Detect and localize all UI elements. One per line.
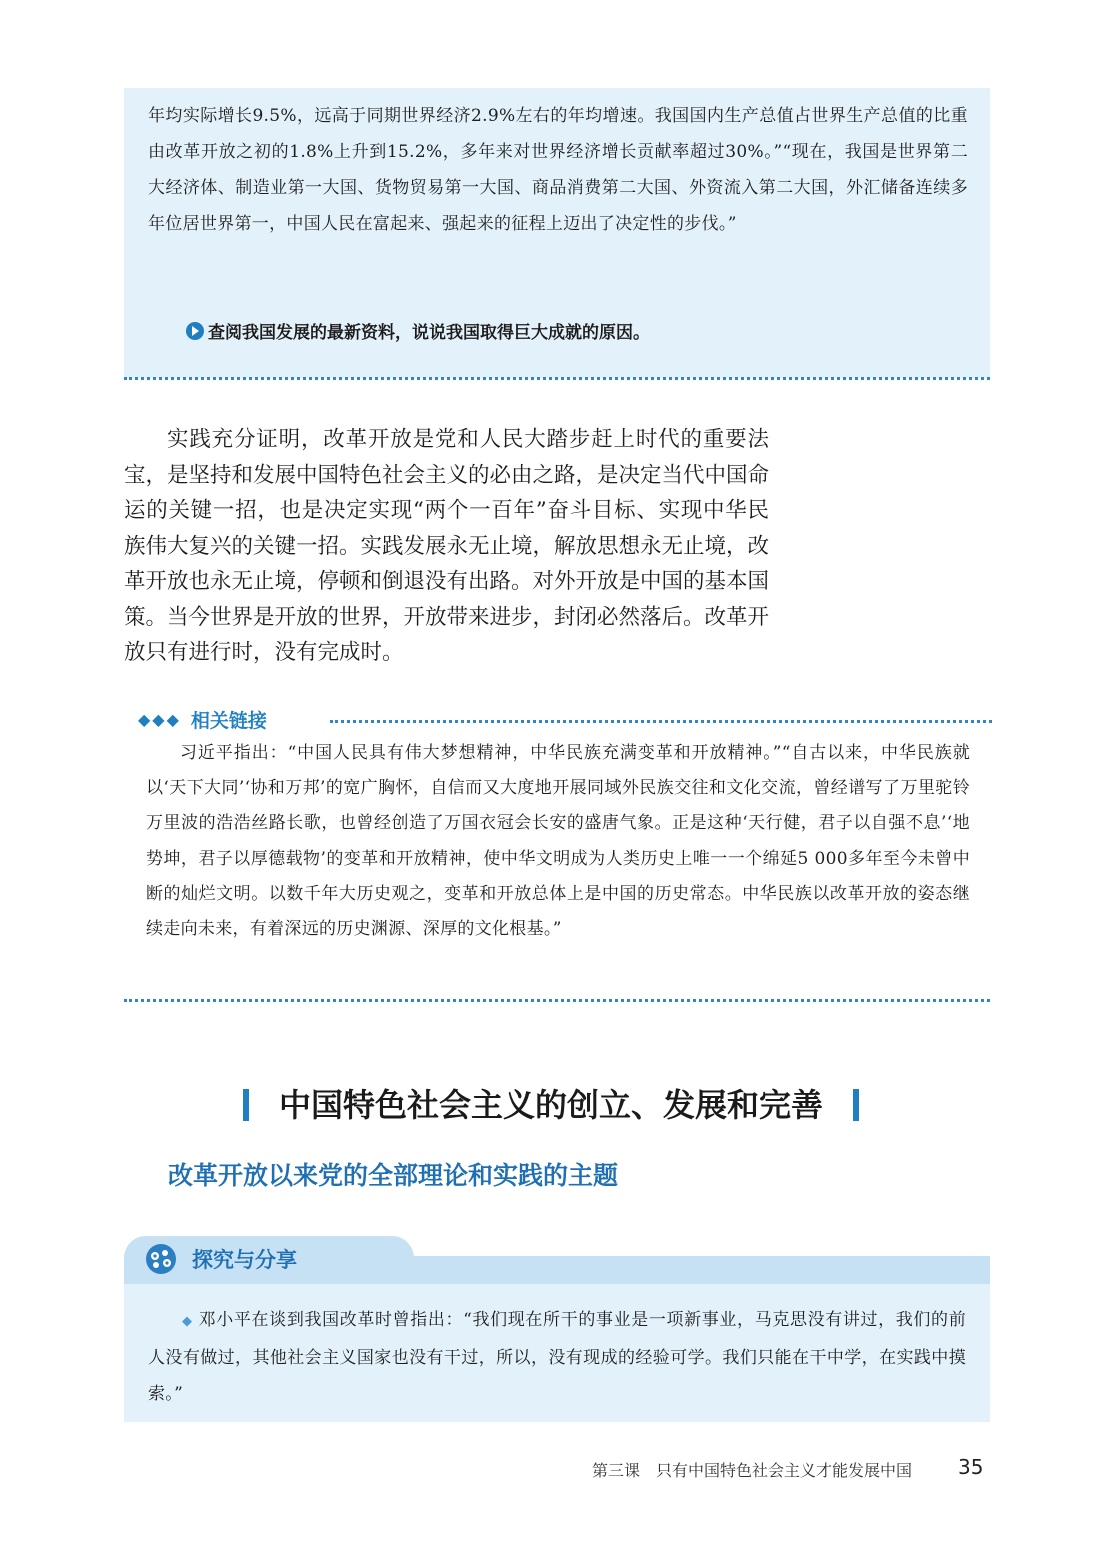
explore-icon — [144, 1242, 178, 1276]
divider — [330, 720, 992, 723]
diamond-icon: ◆◆◆ — [138, 710, 181, 729]
section-title — [0, 1080, 1102, 1126]
footer-lesson-title: 第三课 只有中国特色社会主义才能发展中国 — [592, 1461, 913, 1480]
discussion-question — [186, 318, 650, 343]
main-paragraph: 实践充分证明，改革开放是党和人民大踏步赶上时代的重要法宝，是坚持和发展中国特色社会主义的必由之路，是决定当代中国命运的关键一招，也是决定实现“两个一百年”奋斗目标、实现中华民族伟大复兴的关键一招。实践发展永无止境，解放思想永无止境，改革开放也永无止境，停顿和倒退没有出路。对外开放是中国的基本国策。当今世界是开放的世界，开放带来进步，封闭必然落后。改革开放只有进行时，没有完成时。 — [124, 427, 770, 665]
related-link-header — [138, 706, 267, 733]
explore-header — [144, 1242, 297, 1276]
related-link-title: 相关链接 — [190, 710, 267, 732]
title-bar-left — [243, 1089, 249, 1121]
diamond-bullet-icon: ◆ — [182, 1314, 193, 1329]
explore-label: 探究与分享 — [192, 1248, 297, 1272]
case-quote: 年均实际增长9.5%，远高于同期世界经济2.9%左右的年均增速。我国国内生产总值占世界生产总值的比重由改革开放之初的1.8%上升到15.2%，多年来对世界经济增长贡献率超过30%。”“现在，我国是世界第二大经济体、制造业第一大国、货物贸易第一大国、商品消费第二大国、外资流入第二大国，外汇储备连续多年位居世界第一，中国人民在富起来、强起来的征程上迈出了决定性的步伐。” — [148, 106, 968, 234]
divider — [124, 999, 990, 1002]
page-number: 35 — [958, 1455, 984, 1479]
related-link-text: 习近平指出：“中国人民具有伟大梦想精神，中华民族充满变革和开放精神。”“自古以来，中华民族就以‘天下大同’‘协和万邦’的宽广胸怀，自信而又大度地开展同域外民族交往和文化交流，曾经谱写了万里驼铃万里波的浩浩丝路长歌，也曾经创造了万国衣冠会长安的盛唐气象。正是这种‘天行健，君子以自强不息’‘地势坤，君子以厚德载物’的变革和开放精神，使中华文明成为人类历史上唯一一个绵延5 000多年至今未曾中断的灿烂文明。以数千年大历史观之，变革和开放总体上是中国的历史常态。中华民族以改革开放的姿态继续走向未来，有着深远的历史渊源、深厚的文化根基。” — [146, 743, 970, 940]
question-text: 查阅我国发展的最新资料，说说我国取得巨大成就的原因。 — [208, 323, 650, 343]
divider — [124, 377, 990, 380]
section-title-text: 中国特色社会主义的创立、发展和完善 — [278, 1086, 823, 1124]
explore-text: 邓小平在谈到我国改革时曾指出：“我们现在所干的事业是一项新事业，马克思没有讲过，我们的前人没有做过，其他社会主义国家也没有干过，所以，没有现成的经验可学。我们只能在干中学，在实践中摸索。” — [148, 1310, 966, 1404]
subsection-title: 改革开放以来党的全部理论和实践的主题 — [168, 1161, 619, 1190]
title-bar-right — [853, 1089, 859, 1121]
explore-box — [124, 1284, 990, 1422]
case-box — [124, 88, 990, 378]
explore-paragraph — [148, 1302, 966, 1412]
arrow-right-icon — [186, 322, 204, 340]
